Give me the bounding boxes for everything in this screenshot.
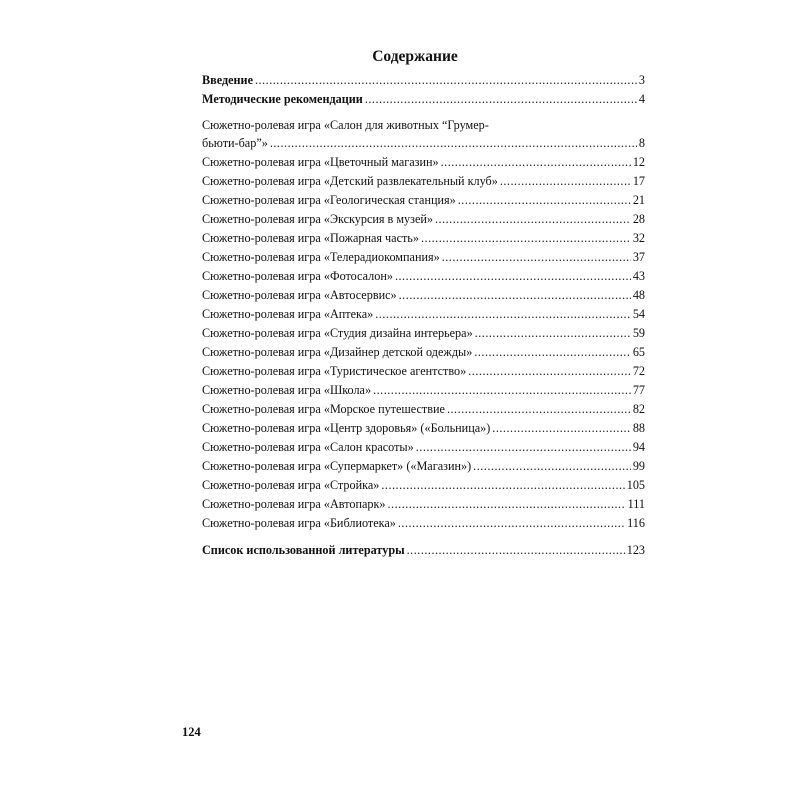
toc-entry-label: Сюжетно-ролевая игра «Экскурсия в музей» [202, 212, 433, 226]
dot-leader [475, 324, 631, 343]
toc-entry [202, 476, 645, 495]
toc-entry [202, 419, 645, 438]
toc-entry-intro [202, 71, 645, 90]
toc-entry-page: 48 [632, 288, 645, 302]
toc-entry-label: Сюжетно-ролевая игра «Морское путешествие [202, 402, 445, 416]
toc-entry-label: Сюжетно-ролевая игра «Геологическая станция» [202, 193, 456, 207]
toc-entry-page: 8 [638, 136, 645, 150]
toc-entry-label: Сюжетно-ролевая игра «Библиотека» [202, 516, 396, 530]
toc-entry-page: 94 [632, 440, 645, 454]
toc-entry-page: 82 [632, 402, 645, 416]
toc-entry-methods [202, 90, 645, 109]
toc-entry-page: 21 [632, 193, 645, 207]
toc-entry-page: 65 [632, 345, 645, 359]
toc-entry [202, 267, 645, 286]
dot-leader [388, 495, 626, 514]
toc-entry-page: 17 [632, 174, 645, 188]
toc-entry-page: 105 [626, 478, 645, 492]
toc-entry-page: 111 [627, 497, 645, 511]
dot-leader [255, 71, 637, 90]
dot-leader [442, 248, 631, 267]
toc-entry-label: Сюжетно-ролевая игра «Пожарная часть» [202, 231, 419, 245]
toc-entry-label: Сюжетно-ролевая игра «Школа» [202, 383, 372, 397]
toc-entry-page: 77 [632, 383, 645, 397]
toc-entry [202, 324, 645, 343]
toc-entry [202, 305, 645, 324]
toc-entry [202, 191, 645, 210]
toc-entry [202, 286, 645, 305]
toc-entry-label: Сюжетно-ролевая игра «Телерадиокомпания» [202, 250, 440, 264]
dot-leader [365, 90, 637, 109]
page-number: 124 [182, 725, 201, 739]
dot-leader [373, 381, 631, 400]
toc-game-list [202, 153, 645, 533]
dot-leader [416, 438, 631, 457]
toc-entry [202, 229, 645, 248]
toc-entry-label: Сюжетно-ролевая игра «Фотосалон» [202, 269, 393, 283]
toc-entry-page: 54 [632, 307, 645, 321]
toc-entry-page: 4 [638, 92, 645, 106]
dot-leader [398, 514, 625, 533]
toc-entry-label: Сюжетно-ролевая игра «Супермаркет» («Магазин») [202, 459, 472, 473]
toc-entry-page: 12 [632, 155, 645, 169]
dot-leader [473, 457, 631, 476]
toc-entry-page: 43 [632, 269, 645, 283]
dot-leader [458, 191, 631, 210]
toc-entry-label: Сюжетно-ролевая игра «Стройка» [202, 478, 380, 492]
page-title: Содержание [372, 48, 458, 65]
dot-leader [399, 286, 631, 305]
toc-entry-label-line2-row [202, 134, 645, 153]
toc-entry [202, 343, 645, 362]
toc-entry-label: Сюжетно-ролевая игра «Автосервис» [202, 288, 397, 302]
toc-entry-label: Сюжетно-ролевая игра «Аптека» [202, 307, 374, 321]
toc-entry [202, 457, 645, 476]
dot-leader [447, 400, 631, 419]
toc-entry-page: 32 [632, 231, 645, 245]
toc-entry-label: Сюжетно-ролевая игра «Туристическое агентство» [202, 364, 467, 378]
dot-leader [500, 172, 631, 191]
toc-entry [202, 172, 645, 191]
dot-leader [421, 229, 631, 248]
toc-entry [202, 438, 645, 457]
toc-entry-page: 116 [627, 516, 645, 530]
toc-entry-page: 99 [632, 459, 645, 473]
toc-entry-label: Сюжетно-ролевая игра «Автопарк» [202, 497, 386, 511]
toc-entry-page: 3 [638, 73, 645, 87]
toc-entry [202, 153, 645, 172]
toc-entry-label: Список использованной литературы [202, 543, 405, 557]
dot-leader [492, 419, 631, 438]
toc-entry-label: Введение [202, 73, 253, 87]
dot-leader [407, 541, 625, 560]
toc-entry-page: 88 [632, 421, 645, 435]
toc-entry [202, 210, 645, 229]
toc-entry [202, 495, 645, 514]
toc-entry-page: 37 [632, 250, 645, 264]
toc-entry-label: Сюжетно-ролевая игра «Студия дизайна интерьера» [202, 326, 473, 340]
dot-leader [375, 305, 631, 324]
toc-entry-label-line2: бьюти-бар”» [202, 136, 268, 150]
toc-entry [202, 381, 645, 400]
table-of-contents [202, 71, 645, 560]
dot-leader [270, 134, 637, 153]
toc-entry-label: Сюжетно-ролевая игра «Детский развлекательный клуб» [202, 174, 498, 188]
toc-entry-page: 72 [632, 364, 645, 378]
toc-entry-salon [202, 116, 645, 153]
toc-entry [202, 400, 645, 419]
dot-leader [441, 153, 631, 172]
toc-entry-page: 123 [626, 543, 645, 557]
toc-entry-label: Сюжетно-ролевая игра «Салон красоты» [202, 440, 414, 454]
toc-entry-label: Сюжетно-ролевая игра «Дизайнер детской одежды» [202, 345, 473, 359]
toc-entry-label: Сюжетно-ролевая игра «Цветочный магазин» [202, 155, 439, 169]
dot-leader [474, 343, 631, 362]
dot-leader [468, 362, 631, 381]
toc-entry-page: 59 [632, 326, 645, 340]
toc-entry-label-line1: Сюжетно-ролевая игра «Салон для животных “Грумер- [202, 118, 489, 132]
dot-leader [381, 476, 624, 495]
toc-entry-label: Методические рекомендации [202, 92, 363, 106]
dot-leader [435, 210, 631, 229]
toc-entry [202, 514, 645, 533]
toc-entry-literature [202, 541, 645, 560]
dot-leader [395, 267, 631, 286]
toc-entry-page: 28 [632, 212, 645, 226]
toc-entry [202, 248, 645, 267]
toc-entry-label: Сюжетно-ролевая игра «Центр здоровья» («Больница») [202, 421, 491, 435]
toc-entry [202, 362, 645, 381]
